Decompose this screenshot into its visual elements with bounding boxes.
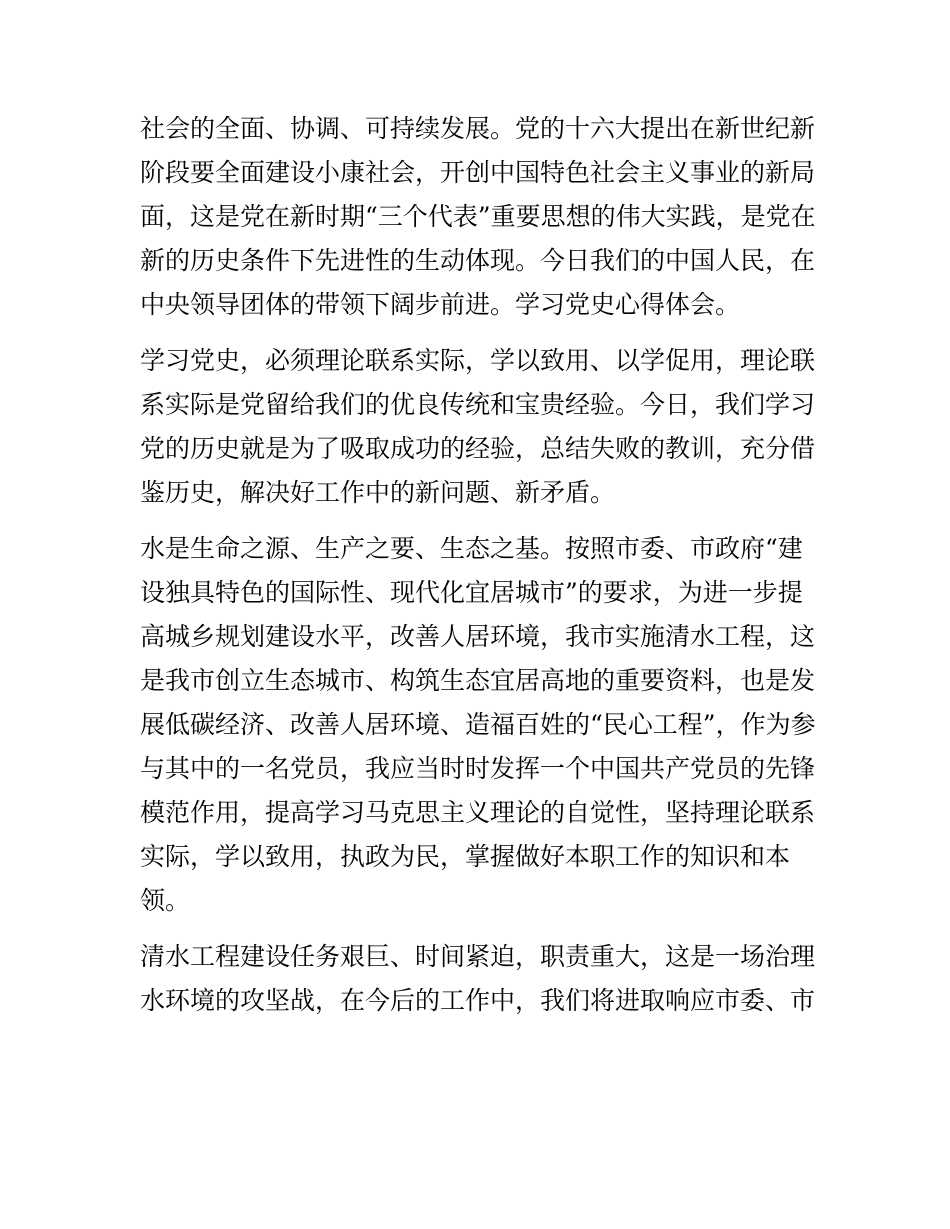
text-line: 水环境的攻坚战，在今后的工作中，我们将进取响应市委、市 [140,986,816,1015]
paragraph [140,107,820,327]
text-line: 面，这是党在新时期“三个代表”重要思想的伟大实践，是党在 [140,202,816,231]
text-line: 实际，学以致用，执政为民，掌握做好本职工作的知识和本 [140,842,791,871]
text-line: 领。 [140,886,191,915]
text-line: 系实际是党留给我们的优良传统和宝贵经验。今日，我们学习 [140,390,816,419]
text-line: 高城乡规划建设水平，改善人居环境，我市实施清水工程，这 [140,622,816,651]
text-line: 模范作用，提高学习马克思主义理论的自觉性，坚持理论联系 [140,798,816,827]
text-line: 社会的全面、协调、可持续发展。党的十六大提出在新世纪新 [140,114,816,143]
text-line: 阶段要全面建设小康社会，开创中国特色社会主义事业的新局 [140,158,816,187]
text-line: 中央领导团体的带领下阔步前进。学习党史心得体会。 [140,290,741,319]
document-body [140,107,820,1023]
text-line: 展低碳经济、改善人居环境、造福百姓的“民心工程”，作为参 [140,710,816,739]
text-line: 党的历史就是为了吸取成功的经验，总结失败的教训，充分借 [140,434,816,463]
text-line: 清水工程建设任务艰巨、时间紧迫，职责重大，这是一场治理 [140,942,816,971]
text-line: 是我市创立生态城市、构筑生态宜居高地的重要资料，也是发 [140,666,816,695]
text-line: 学习党史，必须理论联系实际，学以致用、以学促用，理论联 [140,346,816,375]
text-line: 水是生命之源、生产之要、生态之基。按照市委、市政府“建 [140,534,803,563]
paragraph [140,339,820,515]
text-line: 鉴历史，解决好工作中的新问题、新矛盾。 [140,478,616,507]
text-line: 设独具特色的国际性、现代化宜居城市”的要求，为进一步提 [140,578,803,607]
paragraph [140,935,820,1023]
text-line: 新的历史条件下先进性的生动体现。今日我们的中国人民，在 [140,246,816,275]
text-line: 与其中的一名党员，我应当时时发挥一个中国共产党员的先锋 [140,754,816,783]
paragraph [140,527,820,923]
